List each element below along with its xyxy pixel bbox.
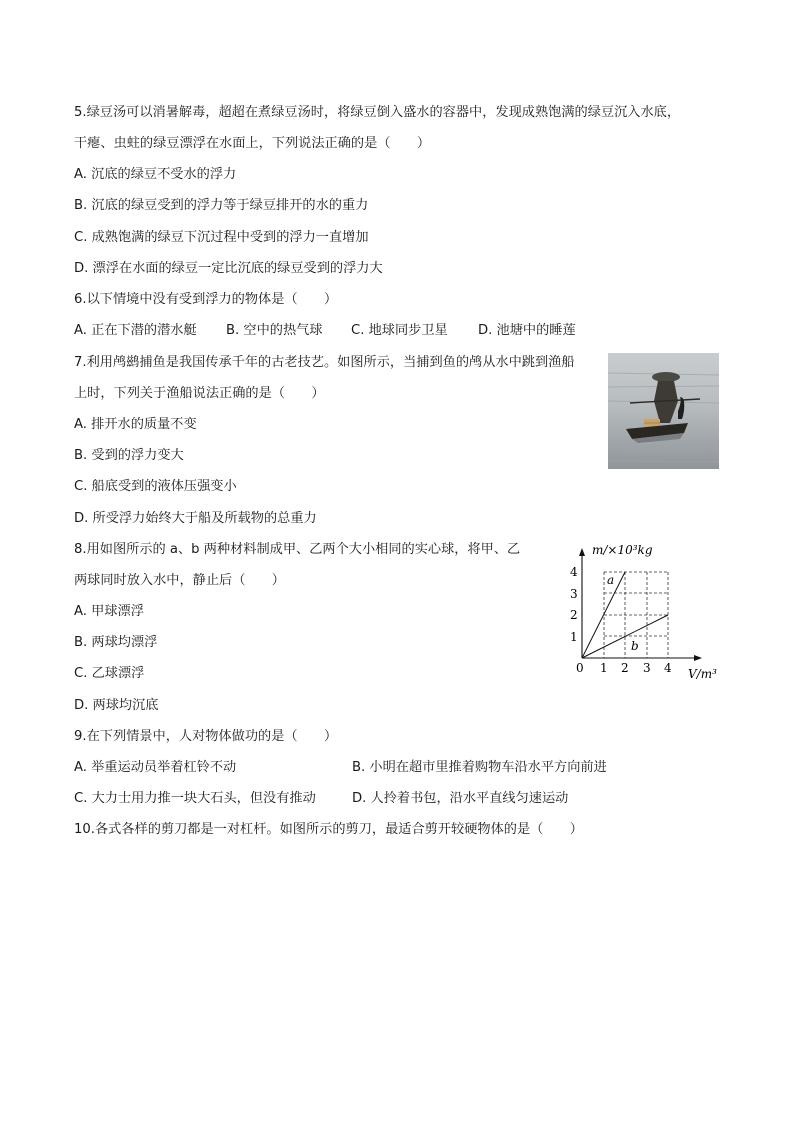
q7-stem-line2: 上时，下列关于渔船说法正确的是（ ） <box>74 386 325 401</box>
q9-option-b: B. 小明在超市里推着购物车沿水平方向前进 <box>352 760 607 775</box>
line-a <box>582 572 625 658</box>
q7-option-b: B. 受到的浮力变大 <box>74 448 184 463</box>
y-tick-1: 1 <box>570 630 578 644</box>
y-tick-3: 3 <box>570 587 578 601</box>
x-tick-1: 1 <box>600 661 608 675</box>
q6-option-d: D. 池塘中的睡莲 <box>478 323 576 338</box>
q5-option-d: D. 漂浮在水面的绿豆一定比沉底的绿豆受到的浮力大 <box>74 261 383 276</box>
q8-option-d: D. 两球均沉底 <box>74 698 159 713</box>
q9-stem: 9.在下列情景中，人对物体做功的是（ ） <box>74 729 338 744</box>
q6-option-b: B. 空中的热气球 <box>226 323 323 338</box>
x-tick-2: 2 <box>621 661 629 675</box>
fisherman-cormorant-photo <box>608 353 719 469</box>
x-tick-3: 3 <box>643 661 651 675</box>
line-a-label: a <box>607 573 615 587</box>
y-tick-4: 4 <box>570 565 578 579</box>
q7-option-c: C. 船底受到的液体压强变小 <box>74 479 237 494</box>
q6-option-c: C. 地球同步卫星 <box>351 323 448 338</box>
q8-stem-line2: 两球同时放入水中，静止后（ ） <box>74 573 285 588</box>
origin-label: 0 <box>576 661 584 675</box>
line-b-label: b <box>631 639 639 653</box>
line-b <box>582 615 668 658</box>
q8-option-c: C. 乙球漂浮 <box>74 666 145 681</box>
q7-option-a: A. 排开水的质量不变 <box>74 417 197 432</box>
q10-stem: 10.各式各样的剪刀都是一对杠杆。如图所示的剪刀，最适合剪开较硬物体的是（ ） <box>74 822 583 837</box>
q8-stem-line1: 8.用如图所示的 a、b 两种材料制成甲、乙两个大小相同的实心球，将甲、乙 <box>74 542 521 557</box>
q9-option-a: A. 举重运动员举着杠铃不动 <box>74 760 237 775</box>
q5-stem-line1: 5.绿豆汤可以消暑解毒，超超在煮绿豆汤时，将绿豆倒入盛水的容器中，发现成熟饱满的绿豆沉入水底， <box>74 105 681 120</box>
x-axis-label: V/m³ <box>688 667 717 681</box>
q5-stem-line2: 干瘪、虫蛀的绿豆漂浮在水面上，下列说法正确的是（ ） <box>74 136 431 151</box>
q7-stem-line1: 7.利用鸬鹚捕鱼是我国传承千年的古老技艺。如图所示，当捕到鱼的鸬从水中跳到渔船 <box>74 355 575 370</box>
q7-option-d: D. 所受浮力始终大于船及所载物的总重力 <box>74 511 317 526</box>
q6-option-a: A. 正在下潜的潜水艇 <box>74 323 197 338</box>
q8-option-b: B. 两球均漂浮 <box>74 635 158 650</box>
q9-option-d: D. 人拎着书包，沿水平直线匀速运动 <box>352 791 569 806</box>
q6-stem: 6.以下情境中没有受到浮力的物体是（ ） <box>74 292 338 307</box>
x-tick-4: 4 <box>664 661 672 675</box>
q9-option-c: C. 大力士用力推一块大石头，但没有推动 <box>74 791 316 806</box>
y-axis-label: m/×10³kg <box>592 543 653 557</box>
q5-option-c: C. 成熟饱满的绿豆下沉过程中受到的浮力一直增加 <box>74 230 369 245</box>
q5-option-b: B. 沉底的绿豆受到的浮力等于绿豆排开的水的重力 <box>74 198 369 213</box>
q8-option-a: A. 甲球漂浮 <box>74 604 144 619</box>
q5-option-a: A. 沉底的绿豆不受水的浮力 <box>74 167 237 182</box>
y-tick-2: 2 <box>570 608 578 622</box>
mass-volume-graph <box>570 540 730 682</box>
